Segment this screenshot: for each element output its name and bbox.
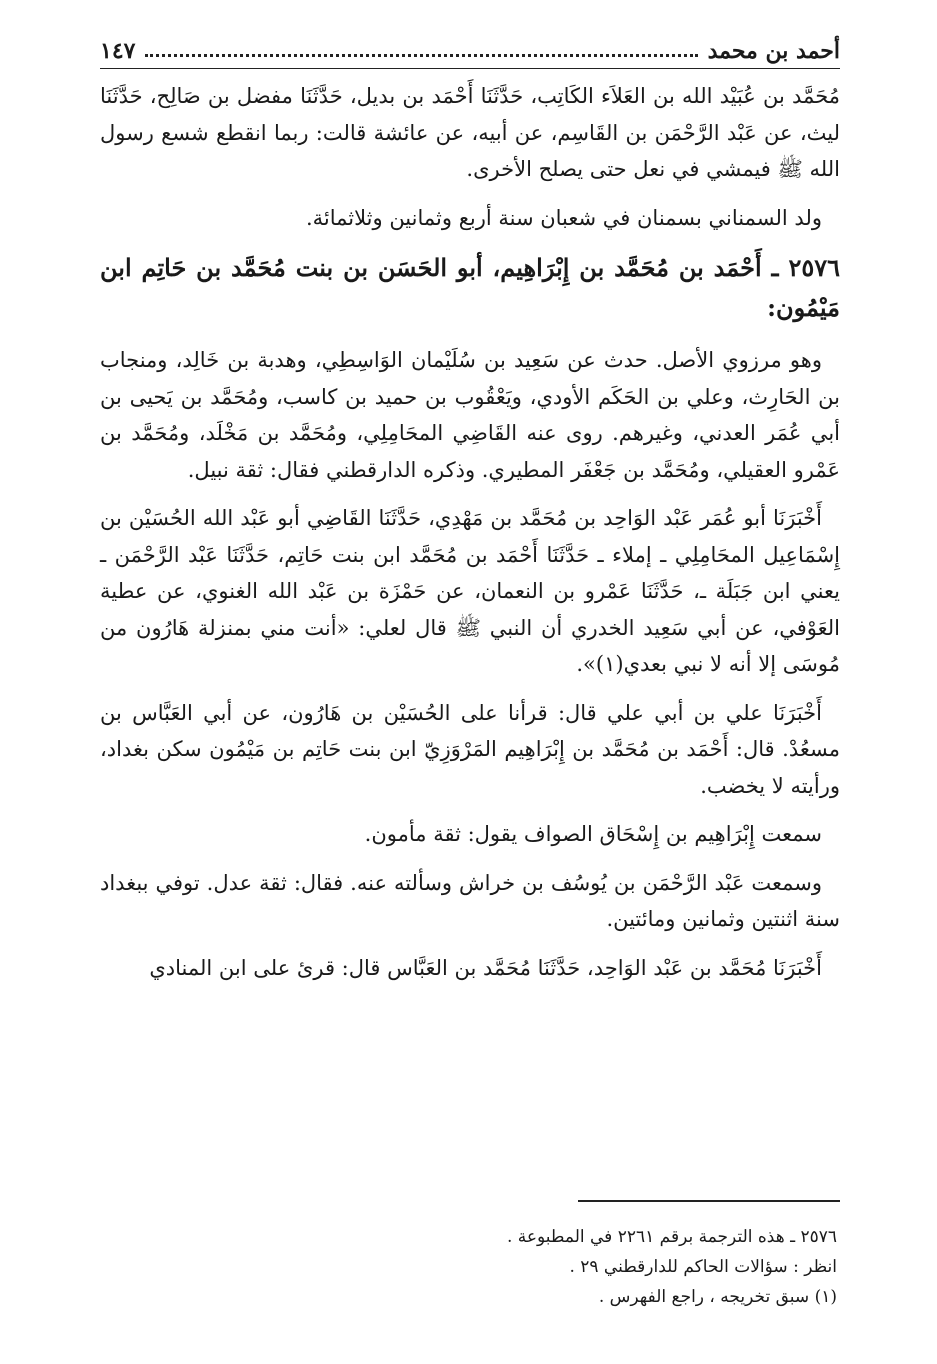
paragraph: سمعت إِبْرَاهِيم بن إِسْحَاق الصواف يقول: ثقة مأمون. bbox=[364, 822, 822, 846]
footnotes bbox=[100, 1222, 837, 1312]
footnote-separator bbox=[578, 1200, 840, 1202]
main-text bbox=[100, 78, 840, 998]
running-title: أحمد بن محمد bbox=[707, 38, 840, 64]
paragraph: ولد السمناني بسمنان في شعبان سنة أربع وثمانين وثلاثمائة. bbox=[305, 205, 822, 230]
page-header bbox=[100, 34, 840, 69]
entry-heading: ٢٥٧٦ ـ أَحْمَد بن مُحَمَّد بن إِبْرَاهِيم، أبو الحَسَن بن بنت مُحَمَّد بن حَاتِم ابن مَيْمُون: bbox=[100, 253, 840, 322]
footnote: انظر : سؤالات الحاكم للدارقطني ٢٩ . bbox=[569, 1257, 837, 1277]
footnote: (١) سبق تخريجه ، راجع الفهرس . bbox=[598, 1287, 837, 1307]
leader-dots bbox=[145, 46, 697, 57]
paragraph: مُحَمَّد بن عُبَيْد الله بن العَلاَء الكَاتِب، حَدَّثَنَا أَحْمَد بن بديل، حَدَّثَنَا مفضل بن صَالِح، حَدَّثَنَا ليث، عن عَبْد الرَّحْمَن بن القَاسِم، عن أبيه، عن عائشة قالت: ربما انقطع شسع رسول الله ﷺ فيمشي في نعل حتى يصلح الأخرى. bbox=[100, 84, 840, 181]
paragraph: أَخْبَرَنَا أبو عُمَر عَبْد الوَاحِد بن مُحَمَّد بن مَهْدِي، حَدَّثَنَا القَاضِي أبو عَبْد الله الحُسَيْن بن إِسْمَاعِيل المحَامِلِي ـ إملاء ـ حَدَّثَنَا أَحْمَد بن مُحَمَّد ابن بنت حَاتِم، حَدَّثَنَا عَبْد الرَّحْمَن ـ يعني ابن جَبَلَة ـ، حَدَّثَنَا عَمْرو بن النعمان، عن حَمْزَة بن عَبْد الله الغنوي، عن عطية العَوْفي، عن أبي سَعِيد الخدري أن النبي ﷺ قال لعلي: «أنت مني بمنزلة هَارُون من مُوسَى إلا أنه لا نبي بعدي(١)». bbox=[100, 506, 840, 676]
page-number: ١٤٧ bbox=[100, 38, 136, 64]
footnote: ٢٥٧٦ ـ هذه الترجمة برقم ٢٢٦١ في المطبوعة . bbox=[506, 1227, 837, 1247]
paragraph: وهو مرزوي الأصل. حدث عن سَعِيد بن سُلَيْمان الوَاسِطِي، وهدبة بن خَالِد، ومنجاب بن الحَارِث، وعلي بن الحَكَم الأودي، ويَعْقُوب بن حميد بن كاسب، ومُحَمَّد بن يَحيى بن أبي عُمَر العدني، وغيرهم. روى عنه القَاضِي المحَامِلِي، ومُحَمَّد بن مَخْلَد، ومُحَمَّد بن عَمْرو العقيلي، ومُحَمَّد بن جَعْفَر المطيري. وذكره الدارقطني فقال: ثقة نبيل. bbox=[100, 348, 840, 482]
paragraph: أَخْبَرَنَا علي بن أبي علي قال: قرأنا على الحُسَيْن بن هَارُون، عن أبي العَبَّاس بن مسعُدْ. قال: أَحْمَد بن مُحَمَّد بن إِبْرَاهِيم المَرْوَزِيّ ابن بنت حَاتِم بن مَيْمُون سكن بغداد، ورأيته لا يخضب. bbox=[100, 700, 840, 798]
paragraph: أَخْبَرَنَا مُحَمَّد بن عَبْد الوَاحِد، حَدَّثَنَا مُحَمَّد بن العَبَّاس قال: قرئ على ابن المنادي bbox=[149, 955, 822, 980]
paragraph: وسمعت عَبْد الرَّحْمَن بن يُوسُف بن خراش وسألته عنه. فقال: ثقة عدل. توفي ببغداد سنة اثنتين وثمانين ومائتين. bbox=[100, 870, 840, 931]
